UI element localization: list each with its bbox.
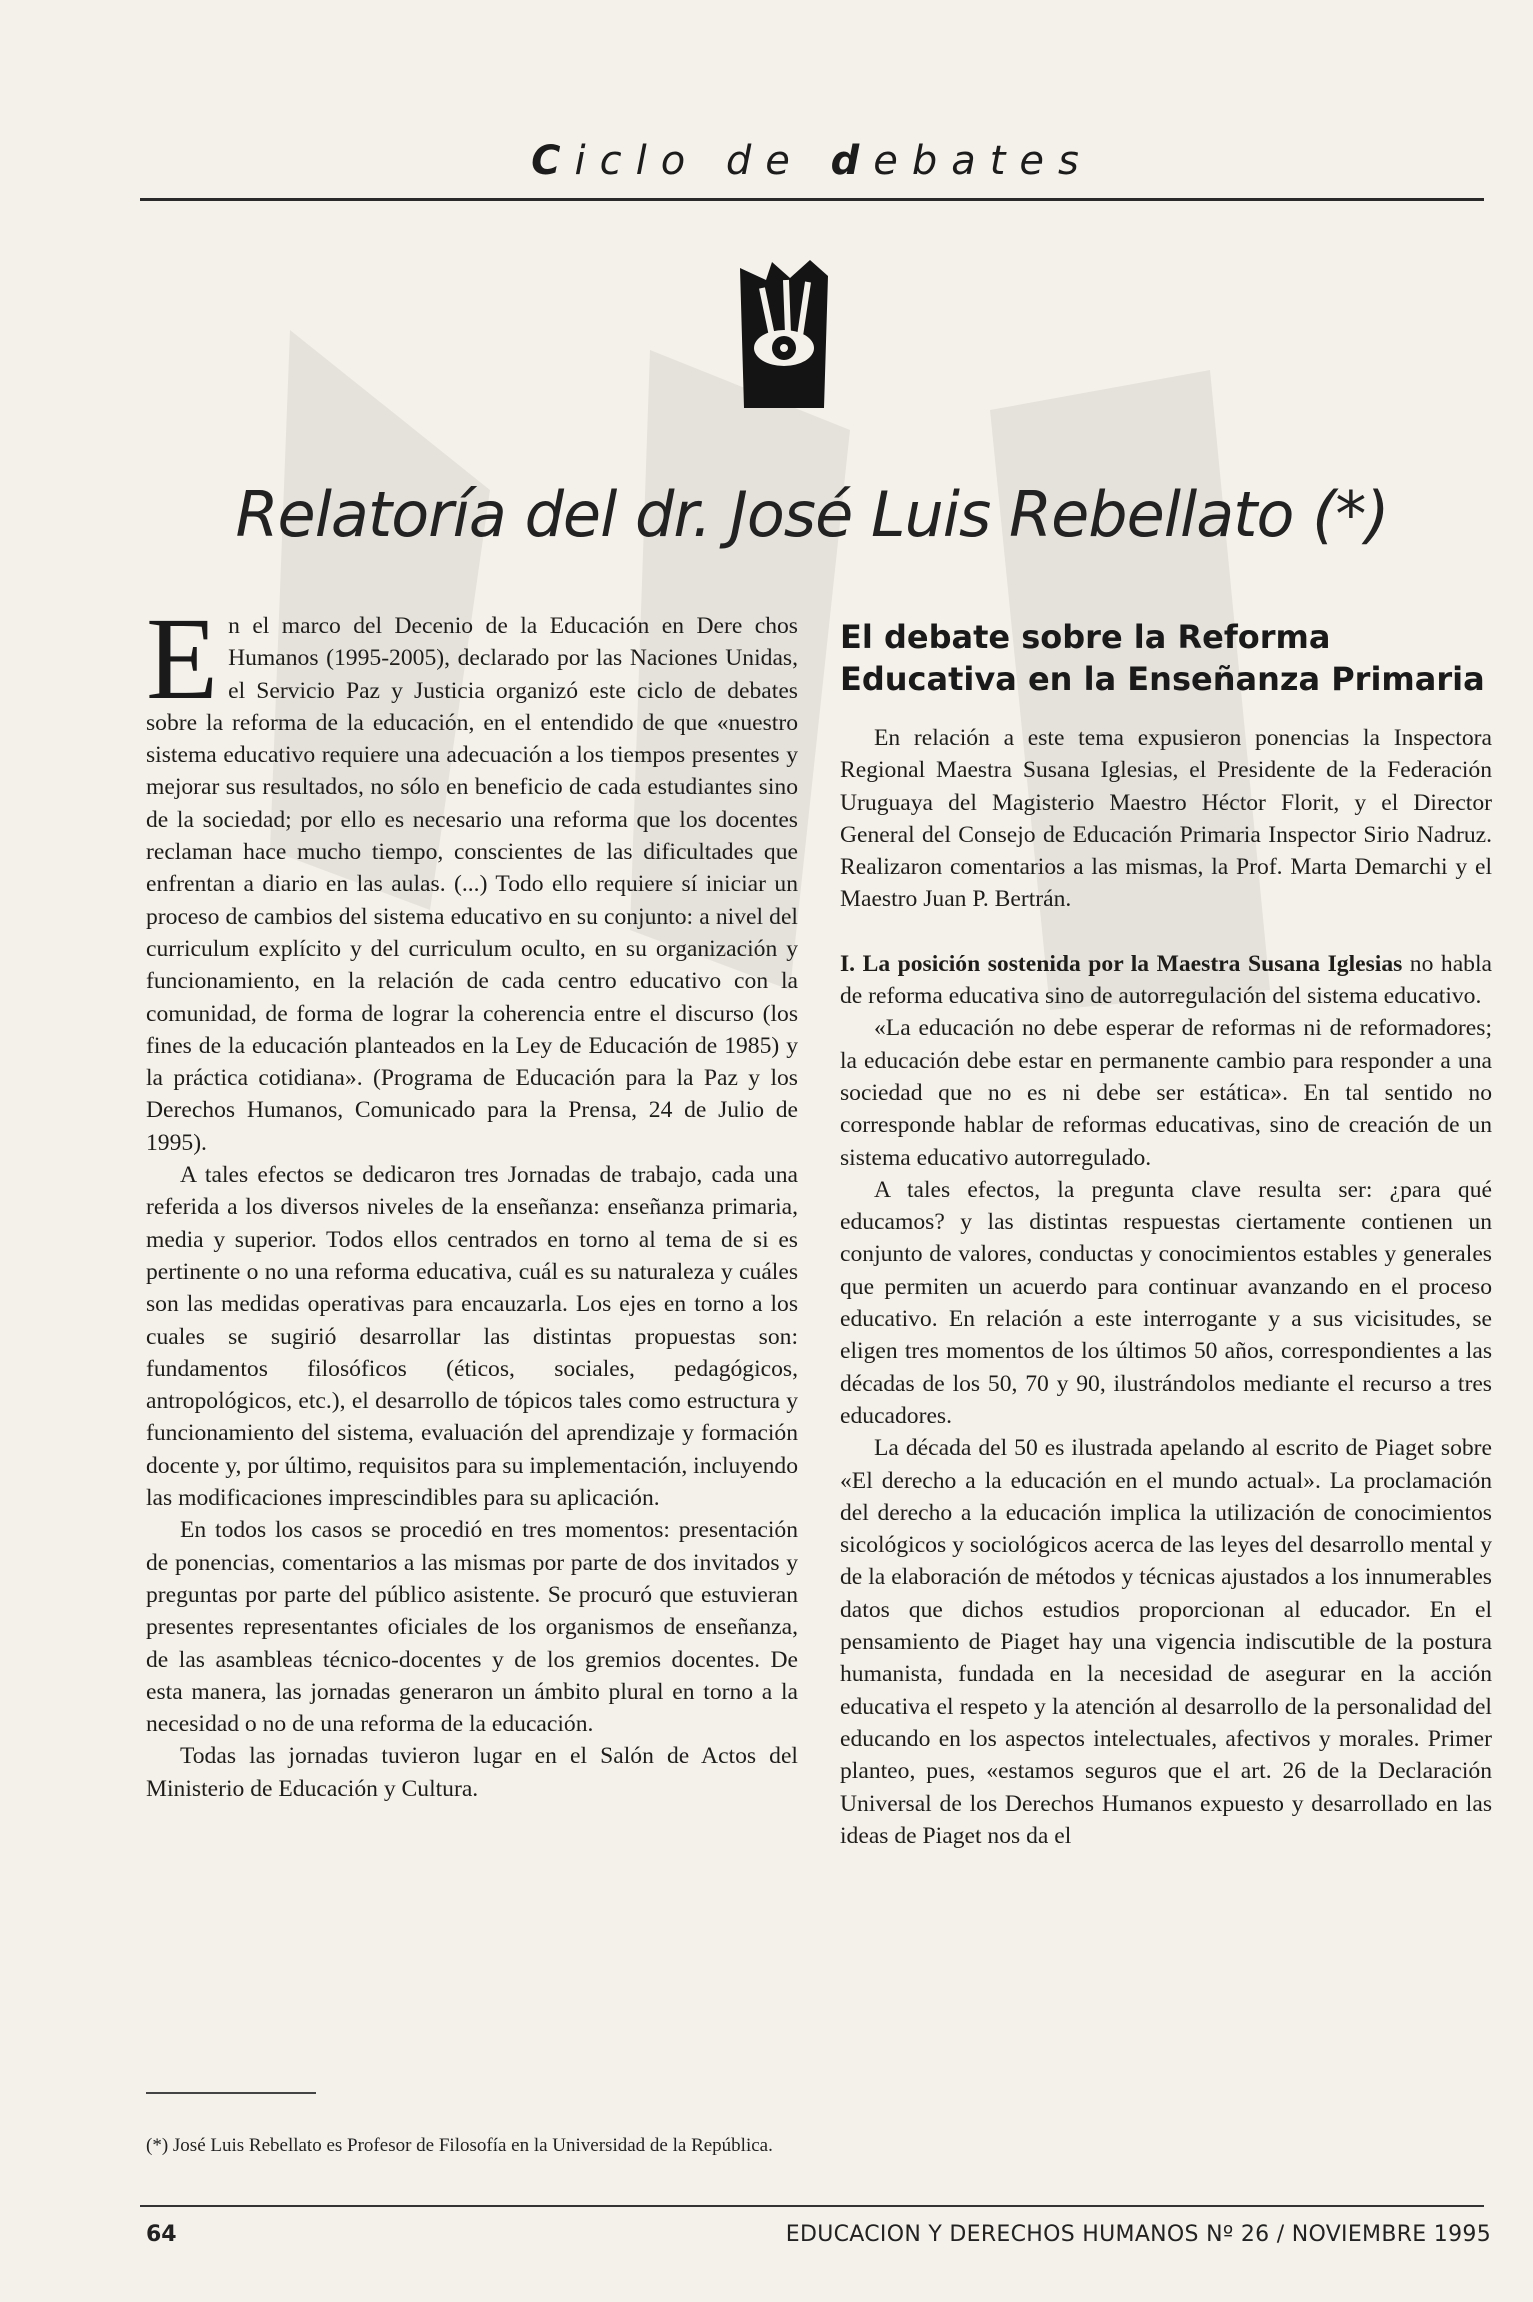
paragraph: La década del 50 es ilustrada apelando al escrito de Piaget sobre «El derecho a la educación en el mundo actual». La proclamación del derecho a la educación implica la utilización de conocimientos sicológicos y sociológicos acerca de las leyes del desarrollo mental y de la elaboración de métodos y técnicas ajustados a los innumerables datos que dichos estudios proporcionan al educador. En el pensamiento de Piaget hay una vigencia indiscutible de la postura humanista, fundada en la necesidad de asegurar en la acción educativa el respeto y la atención al desarrollo de la personalidad del educando en los aspectos intelectuales, afectivos y morales. Primer planteo, pues, «estamos seguros que el art. 26 de la Declaración Universal de los Derechos Humanos expuesto y desarrollado en las ideas de Piaget nos da el xyxy=(840,1435,1492,1849)
paragraph: A tales efectos se dedicaron tres Jornadas de trabajo, cada una referida a los diversos niveles de la enseñanza: enseñanza primaria, media y superior. Todos ellos centrados en torno al tema de si es pertinente o no una reforma educativa, cuál es su naturaleza y cuáles son las medidas operativas para encauzarla. Los ejes en torno a los cuales se sugirió desarrollar las distintas propuestas son: fundamentos filosóficos (éticos, sociales, pedagógicos, antropológicos, etc.), el desarrollo de tópicos tales como estructura y funcionamiento del sistema, evaluación del aprendizaje y formación docente y, por último, requisitos para su implementación, incluyendo las modificaciones imprescindibles para su aplicación. xyxy=(146,1162,798,1512)
right-column xyxy=(840,610,1492,1852)
eye-emblem-icon xyxy=(732,258,836,408)
header-rule xyxy=(140,198,1484,201)
footnote: (*) José Luis Rebellato es Profesor de Filosofía en la Universidad de la República. xyxy=(146,2135,773,2156)
journal-footer: EDUCACION Y DERECHOS HUMANOS Nº 26 / NOVIEMBRE 1995 xyxy=(785,2222,1491,2247)
paragraph: «La educación no debe esperar de reformas ni de reformadores; la educación debe estar en permanente cambio para responder a una sociedad que no es ni debe ser estática». En tal sentido no corresponde hablar de reformas educativas, sino de creación de un sistema educativo autorregulado. xyxy=(840,1015,1492,1171)
paragraph: En todos los casos se procedió en tres momentos: presentación de ponencias, comentarios a las mismas por parte de dos invitados y preguntas por parte del público asistente. Se procuró que estuvieran presentes representantes oficiales de los organismos de enseñanza, de las asambleas técnico-docentes y de los gremios docentes. De esta manera, las jornadas generaron un ámbito plural en torno a la necesidad o no de una reforma de la educación. xyxy=(146,1517,798,1738)
section-subheading: El debate sobre la Reforma Educativa en la Enseñanza Primaria xyxy=(840,618,1485,698)
footer-rule xyxy=(140,2205,1484,2207)
point-one-paragraph: I. La posición sostenida por la Maestra Susana Iglesias no habla de reforma educativa sino de autorregulación del sistema educativo. xyxy=(840,950,1492,1010)
paragraph: En relación a este tema expusieron ponencias la Inspectora Regional Maestra Susana Iglesias, el Presidente de la Federación Uruguaya del Magisterio Maestro Héctor Florit, y el Director General del Consejo de Educación Primaria Inspector Sirio Nadruz. Realizaron comentarios a las mismas, la Prof. Marta Demarchi y el Maestro Juan P. Bertrán. xyxy=(840,725,1492,913)
footnote-rule xyxy=(146,2092,316,2094)
intro-paragraph: En el marco del Decenio de la Educación en Dere chos Humanos (1995-2005), declarado por las Naciones Unidas, el Servicio Paz y Justicia organizó este ciclo de debates sobre la reforma de la educación, en el entendido de que «nuestro sistema educativo requiere una adecuación a los tiempos presentes y mejorar sus resultados, no sólo en beneficio de cada estudiantes sino de la sociedad; por ello es necesario una reforma que los docentes reclaman hace mucho tiempo, conscientes de las dificultades que enfrentan a diario en las aulas. (...) Todo ello requiere sí iniciar un proceso de cambios del sistema educativo en su conjunto: a nivel del curriculum explícito y del curriculum oculto, en su organización y funcionamiento, en la relación de cada centro educativo con la comunidad, de forma de lograr la coherencia entre el discurso (los fines de la educación planteados en la Ley de Educación de 1985) y la práctica cotidiana». (Programa de Educación para la Paz y los Derechos Humanos, Comunicado para la Prensa, 24 de Julio de 1995). xyxy=(146,593,798,1156)
page-number: 64 xyxy=(146,2222,177,2247)
paragraph: Todas las jornadas tuvieron lugar en el Salón de Actos del Ministerio de Educación y Cultura. xyxy=(146,1743,798,1802)
paragraph: A tales efectos, la pregunta clave resulta ser: ¿para qué educamos? y las distintas respuestas ciertamente contienen un conjunto de valores, conductas y conocimientos estables y generales que permiten un acuerdo para continuar avanzando en el proceso educativo. En relación a este interrogante y a sus vicisitudes, se eligen tres momentos de los últimos 50 años, correspondientes a las décadas de los 50, 70 y 90, ilustrándolos mediante el recurso a tres educadores. xyxy=(840,1176,1492,1429)
drop-cap: E xyxy=(146,593,219,724)
left-column xyxy=(146,593,798,1805)
section-header: Ciclo de debates xyxy=(531,138,1093,184)
article-title: Relatoría del dr. José Luis Rebellato (*) xyxy=(235,478,1389,551)
